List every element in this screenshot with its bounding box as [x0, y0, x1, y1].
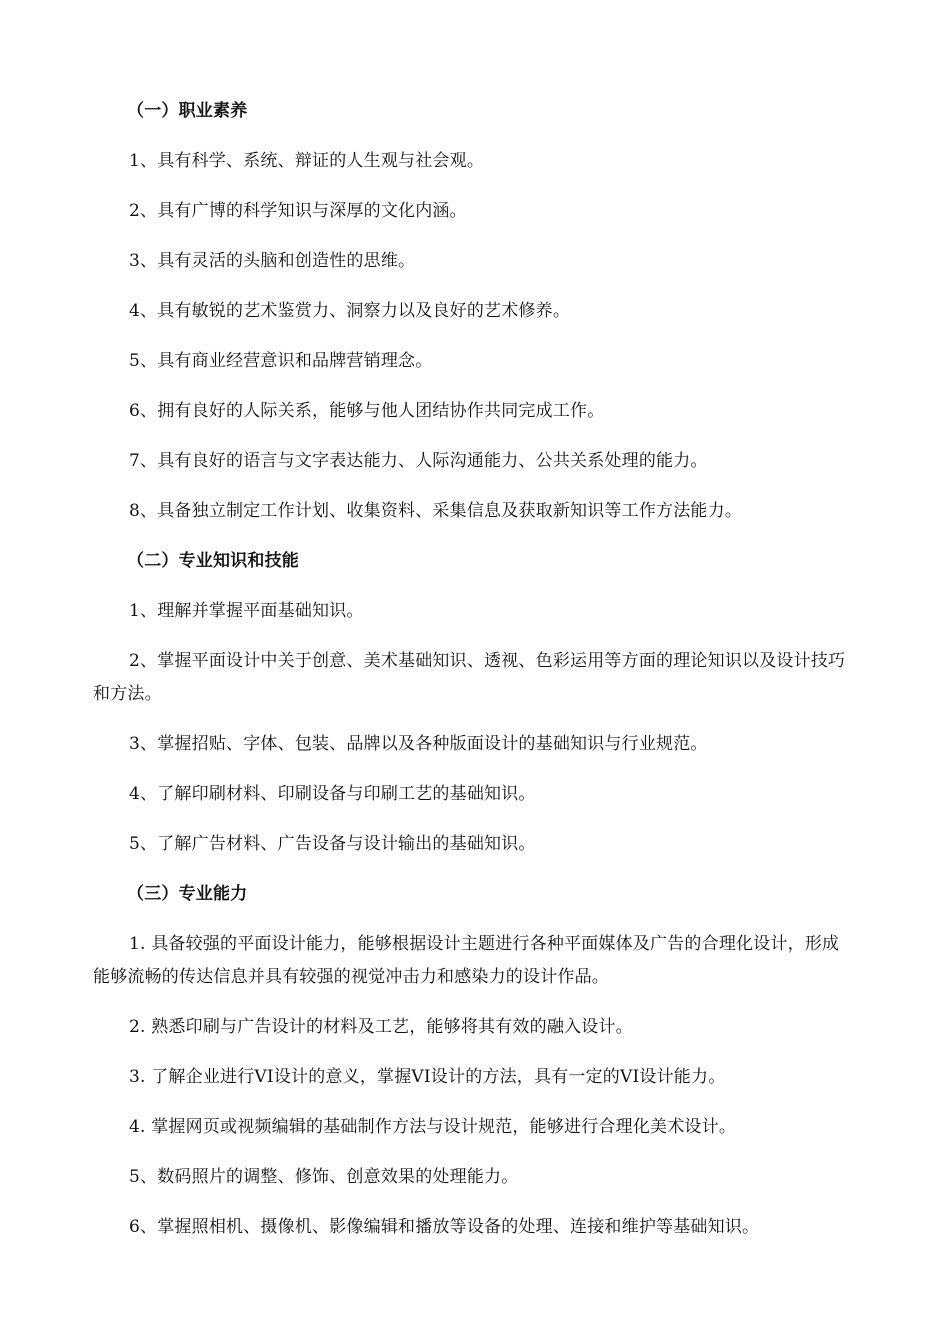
- list-item: 6、拥有良好的人际关系，能够与他人团结协作共同完成工作。: [129, 401, 605, 421]
- list-item: 1、具有科学、系统、辩证的人生观与社会观。: [129, 151, 485, 171]
- list-item: 3、掌握招贴、字体、包装、品牌以及各种版面设计的基础知识与行业规范。: [129, 734, 708, 754]
- list-item: 5、了解广告材料、广告设备与设计输出的基础知识。: [129, 834, 536, 854]
- document-body: [93, 95, 855, 1261]
- list-item: 4、具有敏锐的艺术鉴赏力、洞察力以及良好的艺术修养。: [129, 301, 571, 321]
- section-heading-professional-quality: （一）职业素养: [127, 101, 248, 121]
- list-item: 1. 具备较强的平面设计能力，能够根据设计主题进行各种平面媒体及广告的合理化设计，形成能够流畅的传达信息并具有较强的视觉冲击力和感染力的设计作品。: [93, 934, 840, 987]
- list-item: 8、具备独立制定工作计划、收集资料、采集信息及获取新知识等工作方法能力。: [129, 501, 743, 521]
- list-item: 2. 熟悉印刷与广告设计的材料及工艺，能够将其有效的融入设计。: [129, 1017, 633, 1037]
- list-item: 3. 了解企业进行VI设计的意义，掌握VI设计的方法，具有一定的VI设计能力。: [129, 1067, 726, 1087]
- list-item: 1、理解并掌握平面基础知识。: [129, 601, 364, 621]
- list-item: 4. 掌握网页或视频编辑的基础制作方法与设计规范，能够进行合理化美术设计。: [129, 1117, 737, 1137]
- list-item: 2、掌握平面设计中关于创意、美术基础知识、透视、色彩运用等方面的理论知识以及设计技巧和方法。: [93, 651, 846, 704]
- list-item: 3、具有灵活的头脑和创造性的思维。: [129, 251, 416, 271]
- section-heading-knowledge-skills: （二）专业知识和技能: [127, 551, 299, 571]
- list-item: 5、具有商业经营意识和品牌营销理念。: [129, 351, 433, 371]
- list-item: 2、具有广博的科学知识与深厚的文化内涵。: [129, 201, 467, 221]
- list-item: 4、了解印刷材料、印刷设备与印刷工艺的基础知识。: [129, 784, 536, 804]
- list-item: 7、具有良好的语言与文字表达能力、人际沟通能力、公共关系处理的能力。: [129, 451, 708, 471]
- list-item: 6、掌握照相机、摄像机、影像编辑和播放等设备的处理、连接和维护等基础知识。: [129, 1217, 760, 1237]
- list-item: 5、数码照片的调整、修饰、创意效果的处理能力。: [129, 1167, 519, 1187]
- section-heading-professional-ability: （三）专业能力: [127, 884, 248, 904]
